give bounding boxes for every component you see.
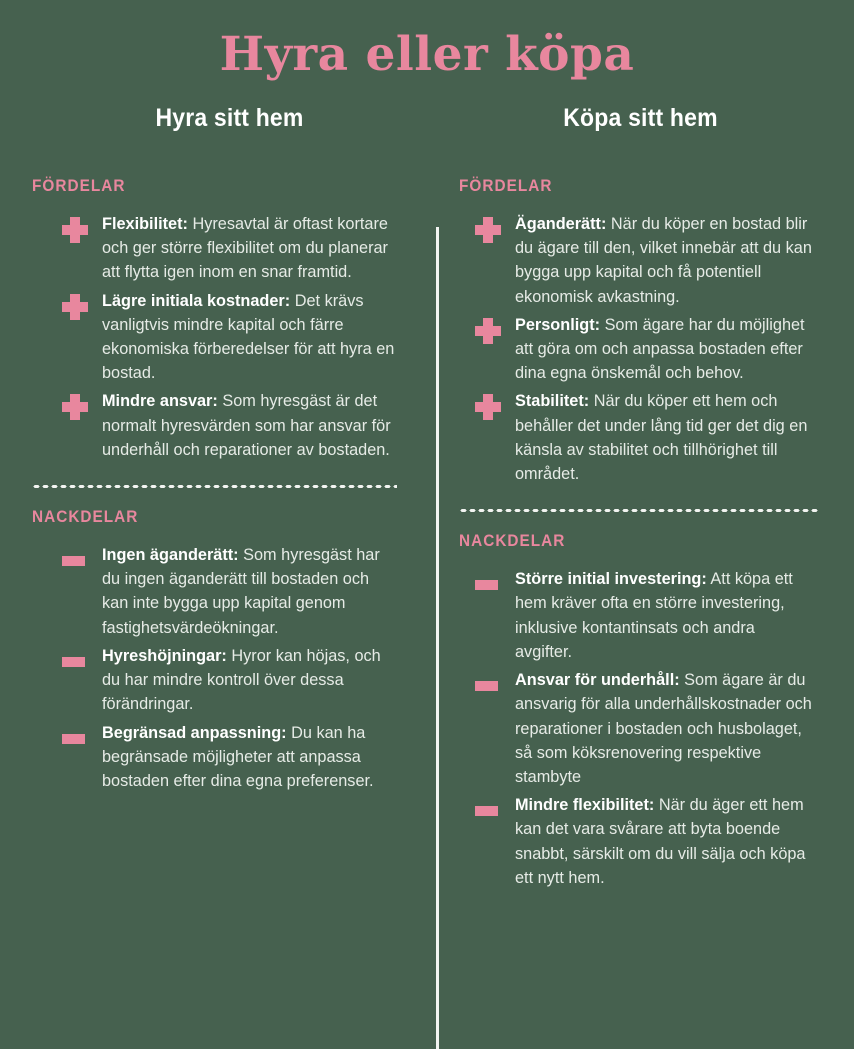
plus-icon [62, 217, 88, 243]
list-item [62, 289, 397, 386]
list-item [475, 668, 812, 789]
minus-icon [475, 576, 501, 602]
item-term: Flexibilitet: [102, 215, 188, 234]
list-item [62, 644, 397, 717]
section-heading-pros-left: FÖRDELAR [32, 177, 126, 196]
plus-icon [62, 294, 88, 320]
item-text: Du kan ha begränsade möjligheter att anpassa bostaden efter dina egna preferenser. [102, 723, 374, 790]
list-item [475, 567, 812, 664]
plus-icon [62, 394, 88, 420]
item-term: Personligt: [515, 315, 601, 334]
column-hyra [0, 104, 427, 894]
list-item [62, 389, 397, 462]
item-text: När du äger ett hem kan det vara svårare att byta boende snabbt, särskilt om du vill sälja och köpa ett nytt hem. [515, 796, 806, 887]
list-item [475, 793, 812, 890]
section-heading-cons-right: NACKDELAR [459, 532, 566, 551]
list-item [475, 313, 812, 386]
item-term: Ansvar för underhåll: [515, 671, 680, 690]
item-term: Äganderätt: [515, 215, 607, 234]
list-item [62, 543, 397, 640]
plus-icon [475, 217, 501, 243]
item-term: Mindre flexibilitet: [515, 796, 655, 815]
item-text: Hyror kan höjas, och du har mindre kontroll över dessa förändringar. [102, 646, 381, 714]
item-text: Som ägare är du ansvarig för alla underhållskostnader och reparationer i bostaden och husbolaget, så som köksrenovering respektive stambyte [515, 671, 812, 786]
item-text: Hyresavtal är oftast kortare och ger större flexibilitet om du planerar att flytta igen inom en snar framtid. [102, 215, 388, 282]
plus-icon [475, 394, 501, 420]
list-item [62, 721, 397, 794]
item-term: Stabilitet: [515, 392, 590, 411]
dotted-divider-left [32, 484, 397, 489]
list-item [475, 212, 812, 309]
minus-icon [62, 552, 88, 578]
item-text: Att köpa ett hem kräver ofta en större investering, inklusive kontantinsats och andra avgifter. [515, 570, 793, 661]
item-term: Lägre initiala kostnader: [102, 291, 291, 310]
item-term: Mindre ansvar: [102, 392, 218, 411]
item-text: Som hyresgäst är det normalt hyresvärden som har ansvar för underhåll och reparationer av bostaden. [102, 392, 391, 459]
item-text: Det krävs vanligtvis mindre kapital och färre ekonomiska förberedelser för att hyra en bostad. [102, 291, 395, 383]
section-heading-cons-left: NACKDELAR [32, 508, 139, 527]
item-text: När du köper ett hem och behåller det under lång tid ger det dig en känsla av stabilitet och tillhörighet till området. [515, 392, 808, 484]
column-kopa [427, 104, 854, 894]
cons-list-right [475, 567, 812, 890]
minus-icon [62, 730, 88, 756]
pros-list-right [475, 212, 812, 486]
section-heading-pros-right: FÖRDELAR [459, 177, 553, 196]
list-item [62, 212, 397, 285]
cons-list-left [62, 543, 397, 793]
item-term: Begränsad anpassning: [102, 723, 287, 742]
comparison-columns [0, 104, 854, 894]
list-item [475, 389, 812, 486]
item-term: Ingen äganderätt: [102, 546, 239, 565]
item-text: När du köper en bostad blir du ägare till den, vilket innebär att du kan bygga upp kapital och få potentiell ekonomisk avkastning. [515, 215, 812, 306]
minus-icon [475, 802, 501, 828]
item-term: Hyreshöjningar: [102, 646, 227, 665]
plus-icon [475, 318, 501, 344]
column-heading-kopa: Köpa sitt hem [563, 104, 718, 133]
item-text: Som hyresgäst har du ingen äganderätt till bostaden och kan inte bygga upp kapital genom fastighetsvärdeökningar. [102, 546, 380, 637]
page-title: Hyra eller köpa [219, 27, 635, 82]
item-text: Som ägare har du möjlighet att göra om och anpassa bostaden efter dina egna önskemål och behov. [515, 315, 805, 383]
column-divider [436, 227, 439, 1049]
column-heading-hyra: Hyra sitt hem [155, 104, 304, 133]
item-term: Större initial investering: [515, 570, 707, 589]
minus-icon [62, 653, 88, 679]
minus-icon [475, 677, 501, 703]
pros-list-left [62, 212, 397, 462]
dotted-divider-right [459, 508, 818, 513]
